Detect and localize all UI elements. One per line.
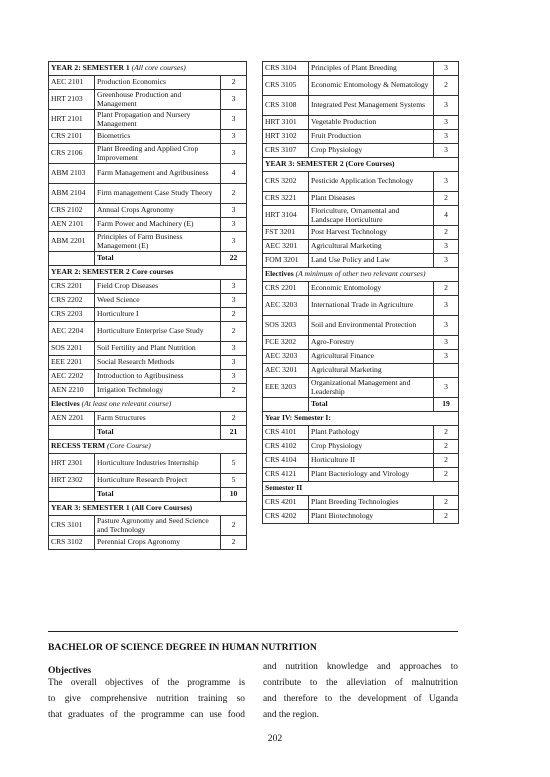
course-code: CRS 4121: [263, 468, 309, 482]
section-header-note: (At least one relevant course): [81, 399, 172, 409]
course-code: CRS 2201: [263, 282, 309, 296]
course-code: CRS 2101: [49, 130, 95, 144]
section-header-cell: [49, 62, 247, 76]
course-credit-units: 3: [434, 336, 459, 350]
course-code: HRT 2302: [49, 474, 95, 488]
section-header-note: (All core courses): [131, 63, 186, 73]
course-credit-units: 3: [434, 254, 459, 268]
course-name: Farm Structures: [95, 412, 221, 426]
course-code: CRS 4102: [263, 440, 309, 454]
section-divider: [48, 631, 458, 632]
objectives-paragraph-right: [263, 659, 458, 723]
course-credit-units: 5: [221, 454, 247, 474]
course-row: [263, 226, 459, 240]
course-code: CRS 3107: [263, 144, 309, 158]
course-credit-units: 2: [434, 192, 459, 206]
course-credit-units: 3: [434, 172, 459, 192]
course-code: CRS 2202: [49, 294, 95, 308]
course-name: Vegetable Production: [309, 116, 434, 130]
course-name: Horticulture II: [309, 454, 434, 468]
course-code: HRT 2301: [49, 454, 95, 474]
course-code: CRS 4202: [263, 510, 309, 524]
total-row: [49, 252, 247, 266]
course-name: Agro-Forestry: [309, 336, 434, 350]
objectives-heading: Objectives: [48, 665, 92, 676]
course-code: AEN 2201: [49, 412, 95, 426]
course-code: FCE 3202: [263, 336, 309, 350]
objectives-paragraph-left: [48, 675, 245, 723]
course-credit-units: 3: [221, 130, 247, 144]
paragraph-line: The overall objectives of the programme is: [48, 678, 245, 688]
course-credit-units: 3: [221, 342, 247, 356]
course-credit-units: 3: [221, 90, 247, 110]
course-name: Firm management Case Study Theory: [95, 184, 221, 204]
course-row: [263, 76, 459, 96]
course-name: Horticulture I: [95, 308, 221, 322]
total-credit-units: 21: [221, 426, 247, 440]
course-name: Pasture Agronomy and Seed Science and Technology: [95, 516, 221, 536]
section-header-text: Semester II: [265, 483, 303, 493]
course-name: Integrated Pest Management Systems: [309, 96, 434, 116]
course-name: Plant Bacteriology and Virology: [309, 468, 434, 482]
course-row: [263, 378, 459, 398]
course-code: AEC 3201: [263, 240, 309, 254]
paragraph-line: to give comprehensive nutrition training so: [48, 694, 245, 704]
course-credit-units: 3: [221, 218, 247, 232]
course-name: Plant Propagation and Nursery Management: [95, 110, 221, 130]
course-code: AEN 2210: [49, 384, 95, 398]
course-row: [263, 316, 459, 336]
course-credit-units: 3: [434, 144, 459, 158]
course-code: CRS 3101: [49, 516, 95, 536]
course-name: Plant Pathology: [309, 426, 434, 440]
course-credit-units: 2: [434, 76, 459, 96]
section-header-cell: [49, 502, 247, 516]
course-name: Horticulture Research Project: [95, 474, 221, 488]
course-code: ABM 2201: [49, 232, 95, 252]
course-code: AEC 2202: [49, 370, 95, 384]
course-row: [263, 192, 459, 206]
course-row: [49, 144, 247, 164]
section-header-row: [263, 158, 459, 172]
course-row: [263, 454, 459, 468]
course-credit-units: 4: [221, 164, 247, 184]
course-name: Plant Breeding Technologies: [309, 496, 434, 510]
paragraph-line: and nutrition knowledge and approaches to: [263, 662, 458, 672]
course-code: EEE 3203: [263, 378, 309, 398]
total-credit-units: 22: [221, 252, 247, 266]
section-header-row: [263, 412, 459, 426]
course-name: Field Crop Diseases: [95, 280, 221, 294]
left-course-table-body: [49, 62, 247, 550]
course-name: Crop Physiology: [309, 144, 434, 158]
total-label: Total: [95, 252, 221, 266]
course-code: CRS 4201: [263, 496, 309, 510]
course-name: Agricultural Marketing: [309, 240, 434, 254]
course-name: Land Use Policy and Law: [309, 254, 434, 268]
course-code: FOM 3201: [263, 254, 309, 268]
course-code: CRS 3202: [263, 172, 309, 192]
course-credit-units: 2: [434, 426, 459, 440]
section-header-row: [49, 440, 247, 454]
course-row: [263, 240, 459, 254]
course-row: [49, 218, 247, 232]
course-credit-units: 3: [434, 116, 459, 130]
course-credit-units: 3: [221, 294, 247, 308]
section-header-text: Year IV: Semester I:: [265, 413, 331, 423]
course-credit-units: 2: [434, 454, 459, 468]
course-row: [49, 356, 247, 370]
course-row: [49, 110, 247, 130]
course-name: Principles of Farm Business Management (E): [95, 232, 221, 252]
course-name: Fruit Production: [309, 130, 434, 144]
course-code: HRT 3104: [263, 206, 309, 226]
total-blank-cell: [49, 426, 95, 440]
course-credit-units: 3: [221, 110, 247, 130]
course-code: HRT 2101: [49, 110, 95, 130]
course-credit-units: 2: [434, 282, 459, 296]
course-row: [49, 516, 247, 536]
course-row: [49, 76, 247, 90]
course-code: CRS 4104: [263, 454, 309, 468]
course-row: [263, 364, 459, 378]
course-credit-units: 2: [434, 496, 459, 510]
course-row: [263, 282, 459, 296]
total-label: Total: [95, 426, 221, 440]
course-row: [263, 336, 459, 350]
course-credit-units: 2: [221, 516, 247, 536]
course-row: [263, 510, 459, 524]
total-credit-units: 19: [434, 398, 459, 412]
course-name: Floriculture, Ornamental and Landscape Horticulture: [309, 206, 434, 226]
course-code: ABM 2103: [49, 164, 95, 184]
section-header-text: YEAR 3: SEMESTER 1 (All Core Courses): [51, 503, 193, 513]
course-name: Economic Entomology & Nematology: [309, 76, 434, 96]
course-name: Plant Diseases: [309, 192, 434, 206]
course-row: [263, 350, 459, 364]
course-name: Horticulture Industries Internship: [95, 454, 221, 474]
course-row: [49, 454, 247, 474]
course-name: Greenhouse Production and Management: [95, 90, 221, 110]
right-course-table-body: [263, 62, 459, 524]
course-credit-units: 4: [434, 206, 459, 226]
course-row: [49, 536, 247, 550]
course-credit-units: 3: [221, 280, 247, 294]
course-code: CRS 3105: [263, 76, 309, 96]
total-credit-units: 10: [221, 488, 247, 502]
paragraph-line: and the region.: [263, 710, 319, 720]
course-code: CRS 2203: [49, 308, 95, 322]
section-header-text: RECESS TERM: [51, 441, 107, 451]
section-header-cell: [49, 398, 247, 412]
course-name: Biometrics: [95, 130, 221, 144]
total-label: Total: [95, 488, 221, 502]
section-header-row: [49, 62, 247, 76]
course-credit-units: 3: [434, 130, 459, 144]
course-name: Agricultural Marketing: [309, 364, 434, 378]
section-header-text: Electives: [51, 399, 82, 409]
course-row: [49, 204, 247, 218]
course-name: Post Harvest Technology: [309, 226, 434, 240]
course-credit-units: 3: [434, 378, 459, 398]
total-blank-cell: [49, 252, 95, 266]
course-credit-units: 2: [221, 76, 247, 90]
course-row: [263, 296, 459, 316]
course-name: Economic Entomology: [309, 282, 434, 296]
course-code: FST 3201: [263, 226, 309, 240]
course-row: [49, 232, 247, 252]
section-header-row: [49, 398, 247, 412]
course-name: Introduction to Agribusiness: [95, 370, 221, 384]
course-code: AEC 2204: [49, 322, 95, 342]
course-row: [263, 130, 459, 144]
course-row: [263, 496, 459, 510]
section-header-text: YEAR 3: SEMESTER 2 (Core Courses): [265, 159, 395, 169]
course-name: Plant Biotechnology: [309, 510, 434, 524]
left-course-table: [48, 61, 247, 550]
course-row: [263, 116, 459, 130]
course-row: [263, 62, 459, 76]
course-row: [263, 254, 459, 268]
course-credit-units: 3: [221, 232, 247, 252]
course-code: CRS 2106: [49, 144, 95, 164]
course-credit-units: 3: [221, 144, 247, 164]
course-row: [49, 294, 247, 308]
section-header-cell: [49, 266, 247, 280]
course-credit-units: 2: [434, 440, 459, 454]
total-blank-cell: [49, 488, 95, 502]
course-name: Irrigation Technology: [95, 384, 221, 398]
paragraph-line: and therefore to the development of Uganda: [263, 694, 458, 704]
course-credit-units: 3: [434, 62, 459, 76]
course-code: CRS 3221: [263, 192, 309, 206]
course-code: CRS 2201: [49, 280, 95, 294]
course-credit-units: 3: [434, 350, 459, 364]
course-credit-units: 2: [221, 184, 247, 204]
course-row: [49, 280, 247, 294]
course-row: [49, 342, 247, 356]
section-header-cell: [263, 158, 459, 172]
course-code: AEC 3201: [263, 364, 309, 378]
course-credit-units: 2: [221, 308, 247, 322]
course-name: Social Research Methods: [95, 356, 221, 370]
course-name: Soil and Environmental Protection: [309, 316, 434, 336]
section-header-row: [49, 266, 247, 280]
course-code: CRS 3104: [263, 62, 309, 76]
course-code: AEN 2101: [49, 218, 95, 232]
course-credit-units: 3: [434, 316, 459, 336]
page-number: 202: [267, 733, 283, 744]
paragraph-line: that graduates of the programme can use food: [48, 710, 245, 720]
section-header-text: YEAR 2: SEMESTER 2 Core courses: [51, 267, 174, 277]
course-credit-units: 3: [221, 370, 247, 384]
right-course-table: [262, 61, 459, 524]
course-code: ABM 2104: [49, 184, 95, 204]
course-row: [49, 130, 247, 144]
course-row: [49, 474, 247, 488]
course-row: [263, 206, 459, 226]
course-name: Farm Power and Machinery (E): [95, 218, 221, 232]
course-credit-units: 3: [221, 204, 247, 218]
course-code: HRT 3102: [263, 130, 309, 144]
course-code: HRT 2103: [49, 90, 95, 110]
course-credit-units: 3: [221, 356, 247, 370]
course-name: Perennial Crops Agronomy: [95, 536, 221, 550]
course-credit-units: 3: [434, 96, 459, 116]
course-row: [263, 172, 459, 192]
section-header-cell: [49, 440, 247, 454]
section-header-text: Electives: [265, 269, 296, 279]
course-code: CRS 3108: [263, 96, 309, 116]
course-code: EEE 2201: [49, 356, 95, 370]
course-name: Plant Breeding and Applied Crop Improvement: [95, 144, 221, 164]
total-blank-cell: [263, 398, 309, 412]
course-name: Weed Science: [95, 294, 221, 308]
course-name: Pesticide Application Technology: [309, 172, 434, 192]
section-header-cell: [263, 482, 459, 496]
course-row: [49, 370, 247, 384]
course-credit-units: 2: [221, 412, 247, 426]
section-title: BACHELOR OF SCIENCE DEGREE IN HUMAN NUTRITION: [48, 642, 317, 653]
course-credit-units: 2: [221, 384, 247, 398]
total-row: [49, 426, 247, 440]
course-name: Organizational Management and Leadership: [309, 378, 434, 398]
course-row: [49, 184, 247, 204]
course-name: Agricultural Finance: [309, 350, 434, 364]
course-credit-units: 2: [434, 226, 459, 240]
course-code: CRS 4101: [263, 426, 309, 440]
course-row: [263, 426, 459, 440]
course-row: [263, 144, 459, 158]
total-row: [263, 398, 459, 412]
total-row: [49, 488, 247, 502]
course-credit-units: 2: [434, 468, 459, 482]
course-row: [263, 468, 459, 482]
course-code: CRS 3102: [49, 536, 95, 550]
course-name: Crop Physiology: [309, 440, 434, 454]
course-name: Farm Management and Agribusiness: [95, 164, 221, 184]
course-row: [49, 412, 247, 426]
course-name: Production Economics: [95, 76, 221, 90]
section-header-row: [263, 268, 459, 282]
course-credit-units: 5: [221, 474, 247, 488]
course-code: AEC 3203: [263, 296, 309, 316]
course-code: AEC 2101: [49, 76, 95, 90]
section-header-note: (A minimum of other two relevant courses): [295, 269, 426, 279]
course-code: SOS 2201: [49, 342, 95, 356]
section-header-row: [263, 482, 459, 496]
section-header-note: (Core Course): [107, 441, 151, 451]
course-row: [49, 308, 247, 322]
course-name: Horticulture Enterprise Case Study: [95, 322, 221, 342]
section-header-row: [49, 502, 247, 516]
section-header-text: YEAR 2: SEMESTER 1: [51, 63, 132, 73]
course-code: SOS 3203: [263, 316, 309, 336]
course-row: [49, 322, 247, 342]
section-header-cell: [263, 268, 459, 282]
course-credit-units: 3: [434, 296, 459, 316]
course-name: Principles of Plant Breeding: [309, 62, 434, 76]
course-credit-units: [434, 364, 459, 378]
course-credit-units: 3: [434, 240, 459, 254]
course-code: AEC 3203: [263, 350, 309, 364]
course-credit-units: 2: [221, 322, 247, 342]
course-credit-units: 2: [434, 510, 459, 524]
section-header-cell: [263, 412, 459, 426]
course-name: Soil Fertility and Plant Nutrition: [95, 342, 221, 356]
course-name: Annual Crops Agronomy: [95, 204, 221, 218]
paragraph-line: contribute to the alleviation of malnutrition: [263, 678, 458, 688]
course-code: CRS 2102: [49, 204, 95, 218]
course-row: [49, 384, 247, 398]
total-label: Total: [309, 398, 434, 412]
course-code: HRT 3101: [263, 116, 309, 130]
course-row: [49, 164, 247, 184]
course-row: [263, 96, 459, 116]
course-row: [263, 440, 459, 454]
course-row: [49, 90, 247, 110]
course-credit-units: 2: [221, 536, 247, 550]
course-name: International Trade in Agriculture: [309, 296, 434, 316]
